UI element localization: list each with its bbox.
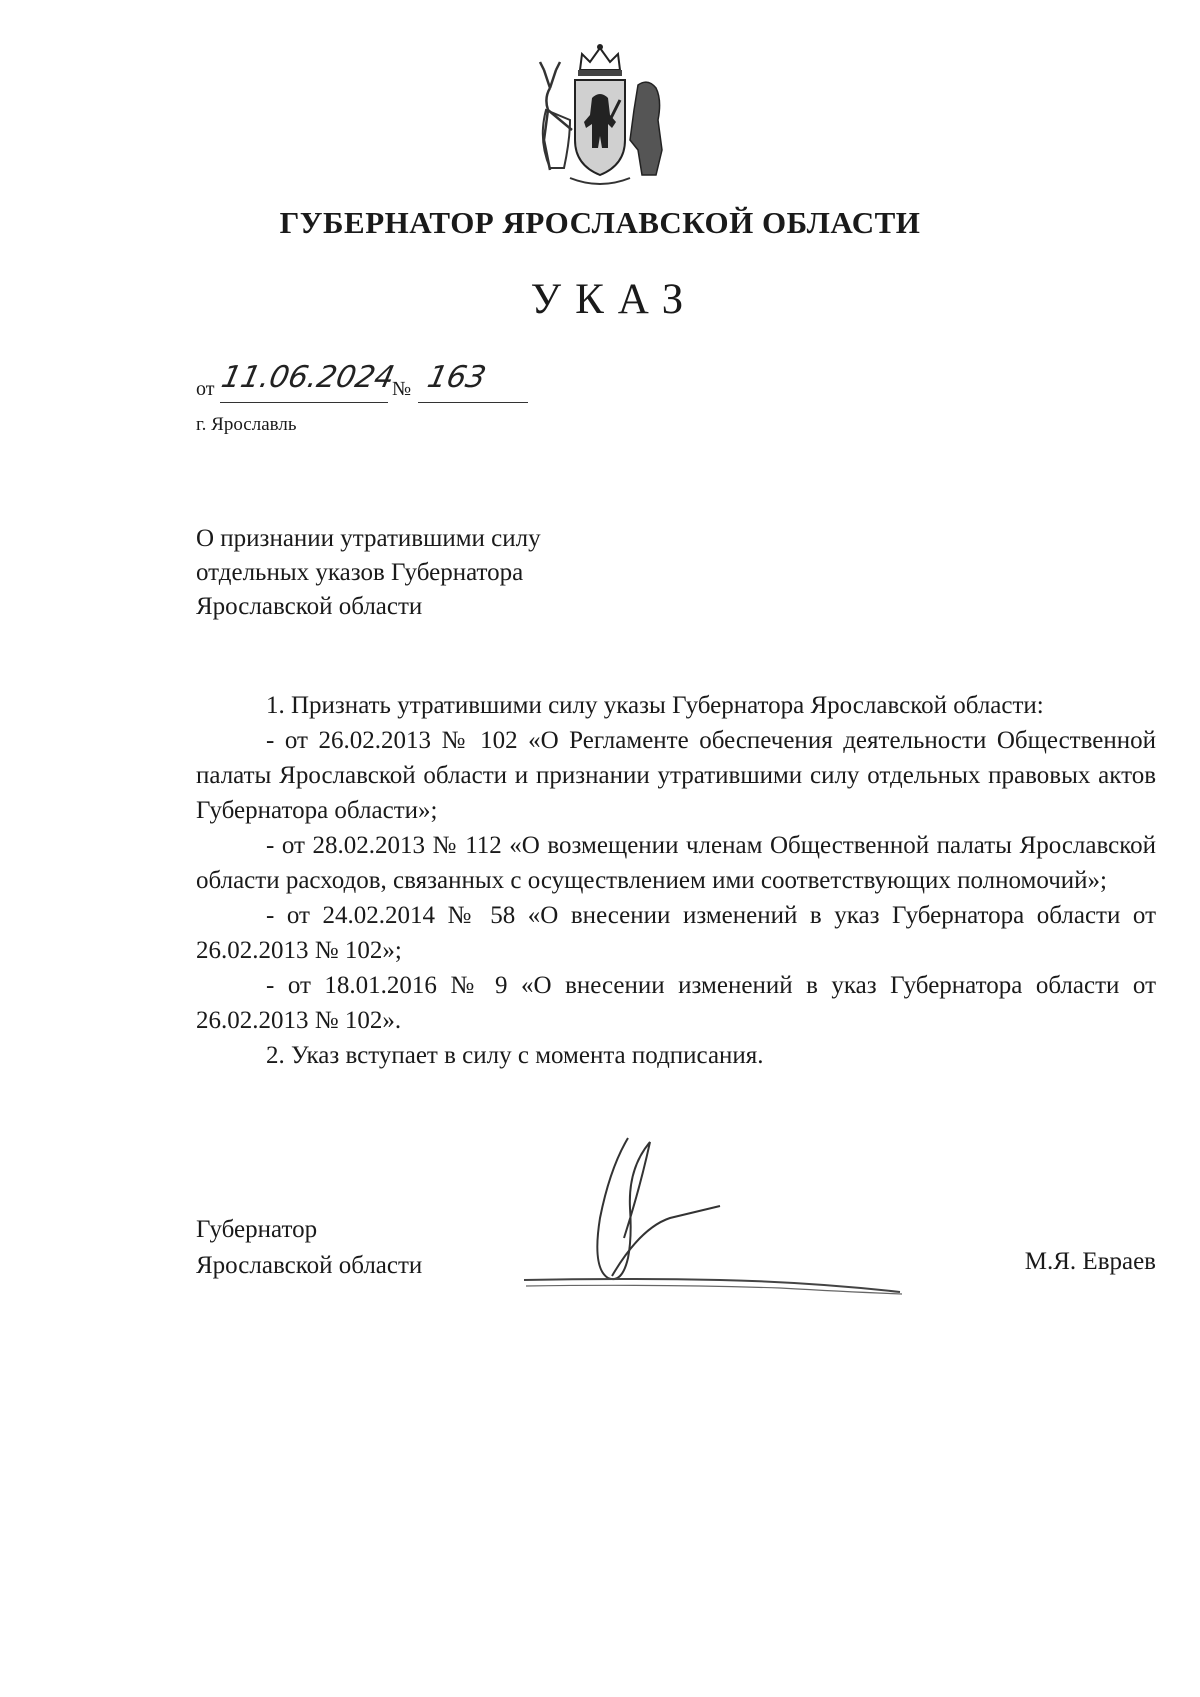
document-body [196,688,1156,1073]
signatory-title [196,1212,422,1284]
document-subject [196,522,541,624]
date-number-line [196,360,536,406]
subject-line: О признании утратившими силу [196,525,541,552]
signature-icon [520,1128,920,1308]
signatory-title-line: Ярославской области [196,1252,423,1279]
date-prefix: от [196,378,215,400]
paragraph: 2. Указ вступает в силу с момента подписания. [266,1042,764,1069]
signatory-title-line: Губернатор [196,1216,318,1243]
subject-line: Ярославской области [196,593,423,620]
coat-of-arms-icon [530,40,670,190]
handwritten-number: 163 [424,360,489,395]
list-item: - от 24.02.2014 № 58 «О внесении изменений в указ Губернатора области от 26.02.2013 № 102»; [196,902,1156,964]
list-item: - от 26.02.2013 № 102 «О Регламенте обеспечения деятельности Общественной палаты Ярославской области и признании утратившими силу отдельных правовых актов Губернатора области»; [196,727,1156,824]
list-item: - от 28.02.2013 № 112 «О возмещении членам Общественной палаты Ярославской области расходов, связанных с осуществлением ими соответствующих полномочий»; [196,832,1156,894]
subject-line: отдельных указов Губернатора [196,559,524,586]
list-item: - от 18.01.2016 № 9 «О внесении изменений в указ Губернатора области от 26.02.2013 № 102». [196,972,1156,1034]
handwritten-date: 11.06.2024 [218,360,398,395]
date-underline [220,402,388,403]
signatory-name: М.Я. Евраев [1024,1248,1156,1275]
paragraph: 1. Признать утратившими силу указы Губернатора Ярославской области: [266,692,1044,719]
city: г. Ярославль [196,414,297,435]
number-underline [418,402,528,403]
issuing-authority: ГУБЕРНАТОР ЯРОСЛАВСКОЙ ОБЛАСТИ [279,205,921,240]
document-type-title: УКАЗ [530,276,698,323]
number-prefix: № [392,378,412,400]
